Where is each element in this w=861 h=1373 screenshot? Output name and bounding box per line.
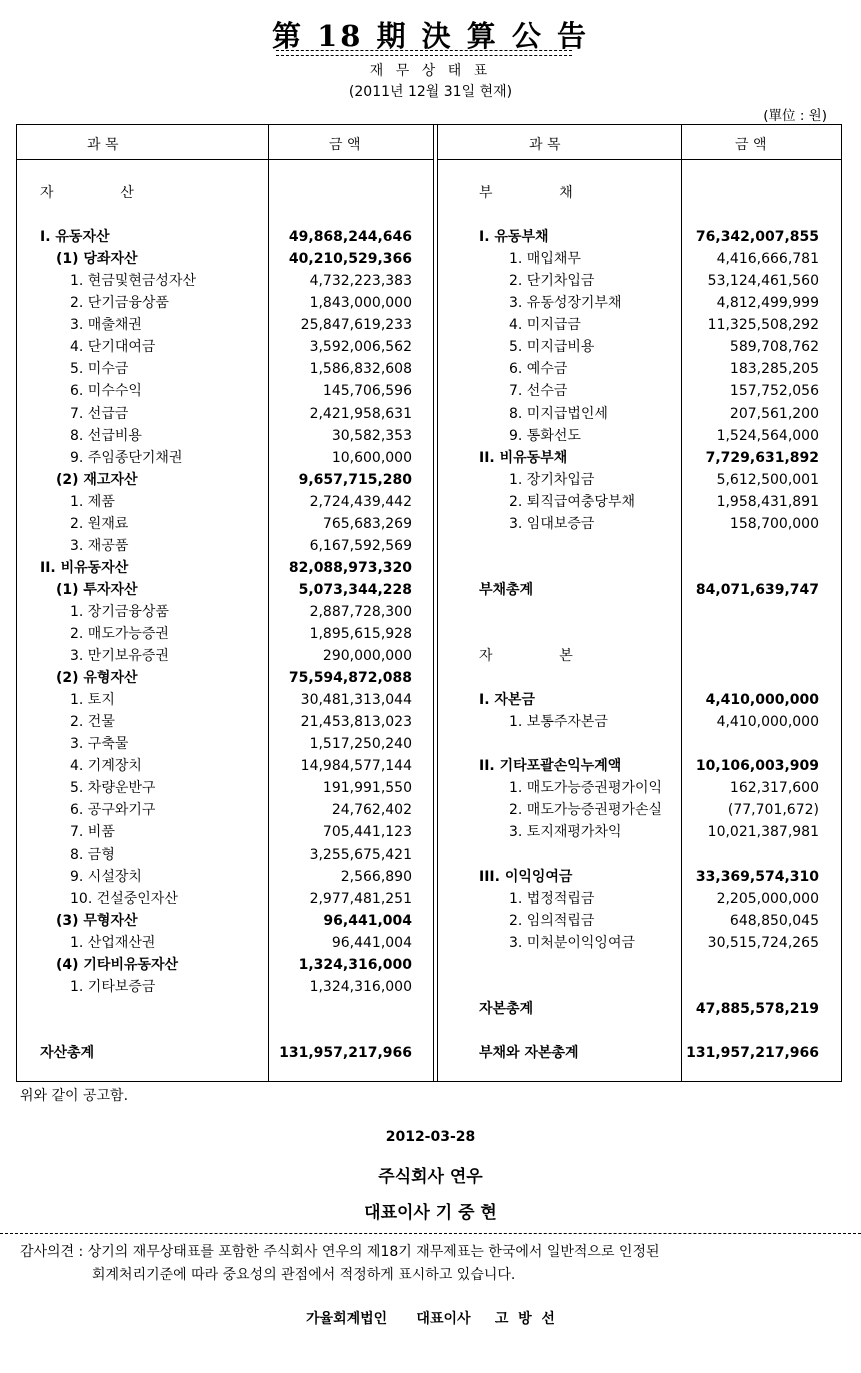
notice-statement: 위와 같이 공고함.: [20, 1088, 129, 1104]
row-label: 2. 퇴직급여충당부채: [509, 493, 635, 510]
row-label: 9. 통화선도: [509, 427, 581, 444]
liability-equity-row: [479, 425, 819, 447]
row-label: 10. 건설중인자산: [70, 890, 178, 907]
asset-row: [40, 667, 412, 689]
row-amount: 1,324,316,000: [309, 978, 412, 995]
row-label: II. 비유동부채: [479, 449, 568, 466]
row-amount: 765,683,269: [322, 515, 412, 532]
asset-row: [40, 182, 412, 204]
header-item-right: 과 목: [529, 137, 561, 153]
row-label: 3. 유동성장기부채: [509, 295, 622, 312]
liability-equity-row: [479, 689, 819, 711]
representative-name: 대표이사 기 중 현: [364, 1203, 497, 1223]
row-label: 2. 매도가능증권평가손실: [509, 802, 663, 819]
row-label: 부채총계: [479, 581, 534, 598]
row-amount: 1,524,564,000: [716, 427, 819, 444]
liability-equity-row: [479, 645, 819, 667]
row-amount: 53,124,461,560: [707, 273, 819, 290]
row-amount: 40,210,529,366: [288, 251, 412, 268]
row-amount: 1,324,316,000: [298, 956, 412, 973]
liability-equity-row: [479, 932, 819, 954]
row-label: 3. 토지재평가차익: [509, 824, 622, 841]
row-label: I. 유동부채: [479, 229, 549, 246]
asset-row: [40, 336, 412, 358]
liability-equity-row: [479, 755, 819, 777]
column-divider: [437, 125, 438, 1081]
asset-row: [40, 711, 412, 733]
row-label: 1. 매도가능증권평가이익: [509, 780, 663, 797]
row-amount: 1,958,431,891: [716, 493, 819, 510]
row-label: 1. 보통주자본금: [509, 714, 608, 731]
header-item-left: 과 목: [87, 137, 119, 153]
row-amount: 2,977,481,251: [309, 890, 412, 907]
row-amount: 47,885,578,219: [695, 1000, 819, 1017]
liability-equity-row: [479, 182, 819, 204]
liability-equity-row: [479, 380, 819, 402]
asset-row: [40, 799, 412, 821]
row-label: 자산총계: [40, 1044, 95, 1061]
row-amount: 1,586,832,608: [309, 361, 412, 378]
liability-equity-row: [479, 314, 819, 336]
row-label: 7. 선급금: [70, 405, 129, 422]
row-amount: 157,752,056: [729, 383, 819, 400]
row-label: 2. 단기금융상품: [70, 295, 169, 312]
row-label: 부 채: [479, 185, 573, 201]
row-label: 4. 단기대여금: [70, 339, 156, 356]
announcement-date: 2012-03-28: [385, 1129, 476, 1145]
row-amount: 10,600,000: [331, 449, 412, 466]
row-label: (1) 투자자산: [56, 581, 138, 598]
asset-row: [40, 910, 412, 932]
asset-row: [40, 623, 412, 645]
row-amount: 76,342,007,855: [695, 229, 819, 246]
asset-row: [40, 601, 412, 623]
row-amount: 4,410,000,000: [716, 714, 819, 731]
liability-equity-row: [479, 336, 819, 358]
asset-row: [40, 447, 412, 469]
row-amount: 11,325,508,292: [707, 317, 819, 334]
header-divider: [437, 159, 841, 160]
row-amount: 4,732,223,383: [309, 273, 412, 290]
audit-opinion-line2: 회계처리기준에 따라 중요성의 관점에서 적정하게 표시하고 있습니다.: [92, 1267, 516, 1283]
row-amount: 1,517,250,240: [309, 736, 412, 753]
asset-row: [40, 491, 412, 513]
row-amount: 4,416,666,781: [716, 251, 819, 268]
row-label: 4. 기계장치: [70, 758, 142, 775]
asset-row: [40, 1042, 412, 1064]
liability-equity-row: [479, 248, 819, 270]
row-label: 부채와 자본총계: [479, 1044, 579, 1061]
unit-label: (單位 : 원): [763, 108, 827, 124]
row-label: (1) 당좌자산: [56, 251, 138, 268]
asset-row: [40, 733, 412, 755]
row-label: 2. 단기차입금: [509, 273, 595, 290]
row-amount: 82,088,973,320: [288, 559, 412, 576]
row-amount: 3,592,006,562: [309, 339, 412, 356]
asset-row: [40, 645, 412, 667]
row-label: 3. 매출채권: [70, 317, 142, 334]
audit-opinion-line1: 감사의견 : 상기의 재무상태표를 포함한 주식회사 연우의 제18기 재무제표는 한국에서 일반적으로 인정된: [20, 1244, 660, 1260]
row-label: 8. 미지급법인세: [509, 405, 608, 422]
column-divider: [433, 125, 434, 1081]
asset-row: [40, 380, 412, 402]
asset-row: [40, 292, 412, 314]
row-amount: 131,957,217,966: [686, 1044, 819, 1061]
row-label: 4. 미지급금: [509, 317, 581, 334]
row-label: (2) 재고자산: [56, 471, 138, 488]
row-amount: 96,441,004: [323, 912, 412, 929]
row-label: 1. 현금및현금성자산: [70, 273, 196, 290]
liability-equity-row: [479, 711, 819, 733]
liability-equity-row: [479, 447, 819, 469]
auditor-signature: 가율회계법인 대표이사 고 방 선: [306, 1311, 555, 1327]
liability-equity-row: [479, 469, 819, 491]
row-label: 1. 법정적립금: [509, 890, 595, 907]
asset-row: [40, 954, 412, 976]
row-label: 자본총계: [479, 1000, 534, 1017]
asset-row: [40, 226, 412, 248]
row-amount: 14,984,577,144: [300, 758, 412, 775]
audit-divider: [0, 1233, 861, 1234]
row-amount: 589,708,762: [729, 339, 819, 356]
row-label: (3) 무형자산: [56, 912, 138, 929]
row-label: 1. 매입채무: [509, 251, 581, 268]
row-amount: 4,812,499,999: [716, 295, 819, 312]
asset-row: [40, 844, 412, 866]
row-amount: 7,729,631,892: [705, 449, 819, 466]
row-amount: 9,657,715,280: [298, 471, 412, 488]
row-amount: 290,000,000: [322, 648, 412, 665]
asset-row: [40, 557, 412, 579]
asset-row: [40, 403, 412, 425]
row-label: 3. 만기보유증권: [70, 648, 169, 665]
liability-equity-row: [479, 491, 819, 513]
row-label: 1. 장기금융상품: [70, 603, 169, 620]
asset-row: [40, 777, 412, 799]
liability-equity-row: [479, 292, 819, 314]
balance-sheet-table: [16, 124, 842, 1082]
row-amount: 49,868,244,646: [288, 229, 412, 246]
asset-row: [40, 689, 412, 711]
row-label: (2) 유형자산: [56, 670, 138, 687]
asset-row: [40, 888, 412, 910]
row-label: III. 이익잉여금: [479, 868, 573, 885]
row-amount: 2,205,000,000: [716, 890, 819, 907]
asset-row: [40, 755, 412, 777]
row-label: 2. 임의적립금: [509, 912, 595, 929]
liability-equity-row: [479, 579, 819, 601]
asset-row: [40, 314, 412, 336]
liability-equity-row: [479, 403, 819, 425]
row-amount: 162,317,600: [729, 780, 819, 797]
row-label: II. 비유동자산: [40, 559, 129, 576]
asset-row: [40, 513, 412, 535]
row-label: 1. 산업재산권: [70, 934, 156, 951]
row-label: 6. 공구와기구: [70, 802, 156, 819]
row-label: 1. 장기차입금: [509, 471, 595, 488]
row-amount: (77,701,672): [727, 802, 819, 819]
liability-equity-row: [479, 888, 819, 910]
row-label: 6. 미수수익: [70, 383, 142, 400]
statement-name: 재 무 상 태 표: [369, 63, 492, 79]
asset-row: [40, 248, 412, 270]
row-amount: 5,612,500,001: [716, 471, 819, 488]
row-amount: 705,441,123: [322, 824, 412, 841]
liability-equity-row: [479, 226, 819, 248]
row-amount: 183,285,205: [729, 361, 819, 378]
row-amount: 96,441,004: [331, 934, 412, 951]
row-amount: 1,843,000,000: [309, 295, 412, 312]
document-title: 第 18 期 決 算 公 告: [272, 19, 589, 53]
row-label: 자 산: [40, 185, 134, 201]
row-amount: 191,991,550: [322, 780, 412, 797]
row-label: 6. 예수금: [509, 361, 568, 378]
row-amount: 158,700,000: [729, 515, 819, 532]
row-label: 3. 임대보증금: [509, 515, 595, 532]
row-amount: 648,850,045: [729, 912, 819, 929]
row-amount: 2,724,439,442: [309, 493, 412, 510]
row-amount: 3,255,675,421: [309, 846, 412, 863]
row-amount: 10,021,387,981: [707, 824, 819, 841]
asset-row: [40, 976, 412, 998]
row-label: 5. 차량운반구: [70, 780, 156, 797]
row-label: 자 본: [479, 648, 573, 665]
liability-equity-row: [479, 998, 819, 1020]
liability-equity-row: [479, 866, 819, 888]
asset-row: [40, 866, 412, 888]
header-amount-right: 금 액: [735, 137, 767, 153]
row-label: 8. 선급비용: [70, 427, 142, 444]
asset-row: [40, 821, 412, 843]
row-amount: 207,561,200: [729, 405, 819, 422]
liability-equity-row: [479, 799, 819, 821]
row-amount: 33,369,574,310: [695, 868, 819, 885]
asset-row: [40, 932, 412, 954]
row-label: 5. 미수금: [70, 361, 129, 378]
liability-equity-row: [479, 270, 819, 292]
row-label: 2. 건물: [70, 714, 115, 731]
liability-equity-row: [479, 513, 819, 535]
asset-row: [40, 270, 412, 292]
row-label: 9. 주임종단기채권: [70, 449, 183, 466]
row-amount: 2,421,958,631: [309, 405, 412, 422]
asset-row: [40, 358, 412, 380]
row-label: 3. 구축물: [70, 736, 129, 753]
liability-equity-row: [479, 777, 819, 799]
row-amount: 10,106,003,909: [695, 758, 819, 775]
row-amount: 145,706,596: [322, 383, 412, 400]
row-label: I. 유동자산: [40, 229, 110, 246]
header-amount-left: 금 액: [329, 137, 361, 153]
row-amount: 25,847,619,233: [300, 317, 412, 334]
liability-equity-row: [479, 910, 819, 932]
row-amount: 75,594,872,088: [288, 670, 412, 687]
row-amount: 1,895,615,928: [309, 626, 412, 642]
row-label: 3. 재공품: [70, 537, 129, 554]
row-label: 2. 매도가능증권: [70, 626, 169, 642]
row-label: 3. 미처분이익잉여금: [509, 934, 635, 951]
asset-row: [40, 469, 412, 491]
asset-row: [40, 579, 412, 601]
row-amount: 5,073,344,228: [298, 581, 412, 598]
row-amount: 24,762,402: [331, 802, 412, 819]
row-amount: 2,566,890: [340, 868, 412, 885]
row-amount: 84,071,639,747: [695, 581, 819, 598]
row-label: 1. 기타보증금: [70, 978, 156, 995]
row-amount: 21,453,813,023: [300, 714, 412, 731]
row-label: (4) 기타비유동자산: [56, 956, 179, 973]
row-label: I. 자본금: [479, 692, 535, 709]
liability-equity-row: [479, 358, 819, 380]
liability-equity-row: [479, 1042, 819, 1064]
row-label: 8. 금형: [70, 846, 115, 863]
row-amount: 30,515,724,265: [707, 934, 819, 951]
row-amount: 6,167,592,569: [309, 537, 412, 554]
row-label: 7. 비품: [70, 824, 115, 841]
statement-date: (2011년 12월 31일 현재): [348, 84, 513, 100]
row-label: 9. 시설장치: [70, 868, 142, 885]
row-label: II. 기타포괄손익누계액: [479, 758, 622, 775]
asset-row: [40, 425, 412, 447]
row-label: 7. 선수금: [509, 383, 568, 400]
row-label: 2. 원재료: [70, 515, 129, 532]
row-label: 1. 토지: [70, 692, 115, 709]
title-underline: [276, 50, 572, 56]
row-label: 5. 미지급비용: [509, 339, 595, 356]
row-amount: 4,410,000,000: [705, 692, 819, 709]
row-label: 1. 제품: [70, 493, 115, 510]
row-amount: 2,887,728,300: [309, 603, 412, 620]
row-amount: 30,582,353: [331, 427, 412, 444]
liability-equity-row: [479, 821, 819, 843]
row-amount: 131,957,217,966: [279, 1044, 412, 1061]
header-divider: [17, 159, 434, 160]
company-name: 주식회사 연우: [378, 1167, 483, 1187]
row-amount: 30,481,313,044: [300, 692, 412, 709]
asset-row: [40, 535, 412, 557]
